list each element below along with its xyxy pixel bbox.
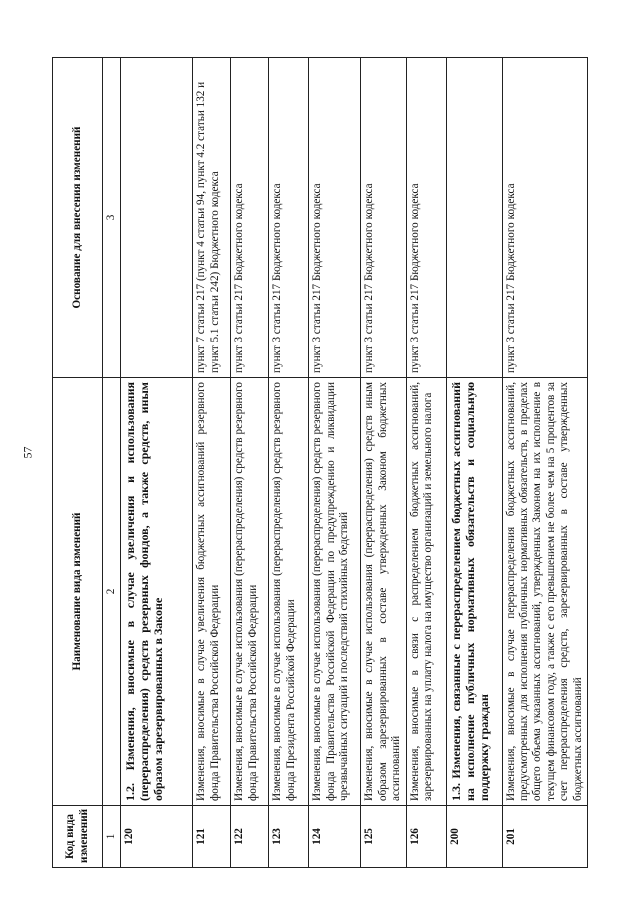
header-code: Код вида изменений	[53, 806, 103, 868]
row-code: 124	[309, 806, 361, 868]
row-name: Изменения, вносимые в случае использования (перераспределения) средств иным образом зарезервированных в составе утвержденных Законом бюджетных ассигнований	[361, 378, 406, 806]
column-number: 1	[103, 806, 121, 868]
header-row	[53, 58, 103, 868]
row-basis: пункт 3 статьи 217 Бюджетного кодекса	[231, 58, 269, 378]
table-row	[231, 58, 269, 868]
table-row	[269, 58, 309, 868]
column-number: 2	[103, 378, 121, 806]
row-name: Изменения, вносимые в связи с распределением бюджетных ассигнований, зарезервированных на уплату налога на имущество организаций и земельного налога	[406, 378, 446, 806]
row-code: 126	[406, 806, 446, 868]
row-code: 123	[269, 806, 309, 868]
row-name: Изменения, вносимые в случае использования (перераспределения) средств резервного фонда Правительства Российской Федерации	[231, 378, 269, 806]
table-row	[193, 58, 231, 868]
column-number-row	[103, 58, 121, 868]
header-name: Наименование вида изменений	[53, 378, 103, 806]
table-row	[309, 58, 361, 868]
row-name: Изменения, вносимые в случае использования (перераспределения) средств резервного фонда Правительства Российской Федерации по предупреждению и ликвидации чрезвычайных ситуаций и последствий стихийных бедствий	[309, 378, 361, 806]
row-name: Изменения, вносимые в случае увеличения бюджетных ассигнований резервного фонда Правительства Российской Федерации	[193, 378, 231, 806]
table-row	[502, 58, 587, 868]
row-basis: пункт 3 статьи 217 Бюджетного кодекса	[406, 58, 446, 378]
row-basis	[121, 58, 193, 378]
row-code: 200	[446, 806, 502, 868]
rotated-table-container	[52, 58, 584, 868]
row-code: 125	[361, 806, 406, 868]
row-basis	[446, 58, 502, 378]
row-basis: пункт 3 статьи 217 Бюджетного кодекса	[502, 58, 587, 378]
row-basis: пункт 7 статьи 217 (пункт 4 статьи 94, пункт 4.2 статьи 132 и пункт 5.1 статьи 242) Бюджетного кодекса	[193, 58, 231, 378]
column-number: 3	[103, 58, 121, 378]
row-basis: пункт 3 статьи 217 Бюджетного кодекса	[269, 58, 309, 378]
table-row	[121, 58, 193, 868]
row-name: 1.2. Изменения, вносимые в случае увеличения и использования (перераспределения) средств резервных фондов, а также средств, иным образом зарезервированных в Законе	[121, 378, 193, 806]
changes-table	[52, 57, 588, 868]
row-code: 120	[121, 806, 193, 868]
table-row	[406, 58, 446, 868]
row-name: Изменения, вносимые в случае использования (перераспределения) средств резервного фонда Президента Российской Федерации	[269, 378, 309, 806]
row-basis: пункт 3 статьи 217 Бюджетного кодекса	[309, 58, 361, 378]
row-code: 201	[502, 806, 587, 868]
table-row	[446, 58, 502, 868]
table-row	[361, 58, 406, 868]
row-code: 121	[193, 806, 231, 868]
page-number: 57	[20, 446, 35, 459]
header-basis: Основание для внесения изменений	[53, 58, 103, 378]
row-name: 1.3. Изменения, связанные с перераспределением бюджетных ассигнований на исполнение публичных нормативных обязательств и социальную поддержку граждан	[446, 378, 502, 806]
row-basis: пункт 3 статьи 217 Бюджетного кодекса	[361, 58, 406, 378]
row-name: Изменения, вносимые в случае перераспределения бюджетных ассигнований, предусмотренных для исполнения публичных нормативных обязательств, в пределах общего объема указанных ассигнований, утвержденных Законом на их исполнение в текущем финансовом году, а также с его превышением не более чем на 5 процентов за счет перераспределения средств, зарезервированных в составе утвержденных бюджетных ассигнований	[502, 378, 587, 806]
row-code: 122	[231, 806, 269, 868]
